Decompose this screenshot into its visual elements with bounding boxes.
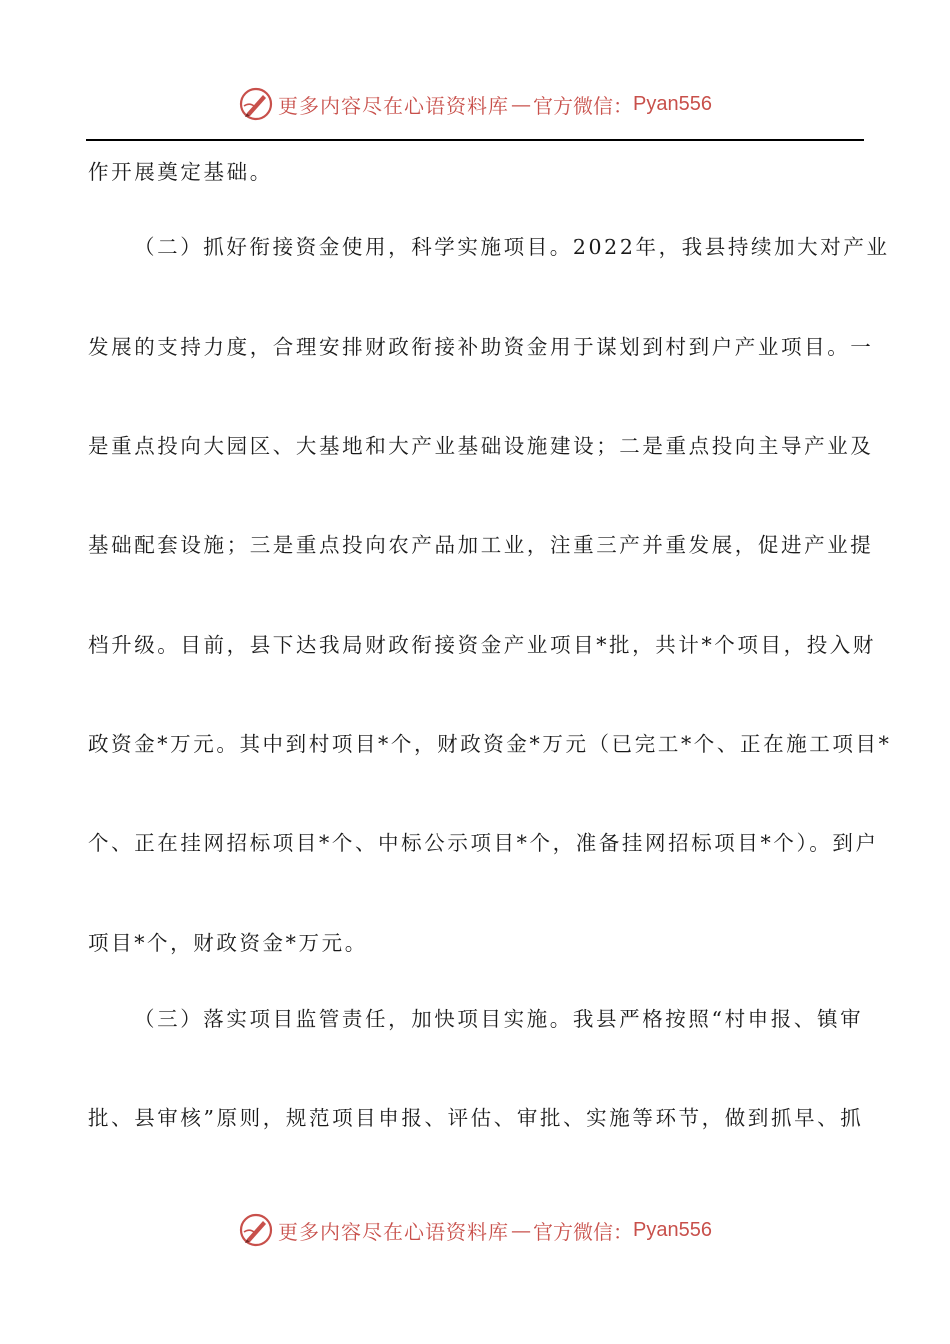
text-line-1: 作开展奠定基础。	[88, 160, 273, 184]
text-line-4: 是重点投向大园区、大基地和大产业基础设施建设；二是重点投向主导产业及	[88, 434, 874, 458]
wechat-label: 官方微信：	[533, 1219, 634, 1244]
footer-watermark	[0, 1210, 950, 1250]
text-line-7: 政资金*万元。其中到村项目*个，财政资金*万元（已完工*个、正在施工项目*	[88, 732, 892, 756]
wechat-label: 官方微信：	[533, 93, 634, 118]
header-watermark	[0, 84, 950, 124]
wechat-id: Pyan556	[633, 92, 712, 115]
watermark-text: 更多内容尽在心语资料库	[278, 1219, 510, 1244]
text-line-2: （二）抓好衔接资金使用，科学实施项目。2022年，我县持续加大对产业	[134, 235, 890, 259]
text-line-3: 发展的支持力度，合理安排财政衔接补助资金用于谋划到村到户产业项目。一	[88, 335, 874, 359]
text-line-10: （三）落实项目监管责任，加快项目实施。我县严格按照“村申报、镇审	[134, 1007, 864, 1031]
watermark-text: 更多内容尽在心语资料库	[278, 93, 510, 118]
header-divider	[86, 139, 864, 141]
pen-logo-icon	[238, 86, 274, 122]
text-line-9: 项目*个，财政资金*万元。	[88, 931, 368, 955]
pen-logo-icon	[238, 1212, 274, 1248]
text-line-6: 档升级。目前，县下达我局财政衔接资金产业项目*批，共计*个项目，投入财	[88, 633, 876, 657]
watermark-separator: —	[511, 92, 532, 116]
text-line-11: 批、县审核”原则，规范项目申报、评估、审批、实施等环节，做到抓早、抓	[88, 1106, 864, 1130]
wechat-id: Pyan556	[633, 1218, 712, 1241]
text-line-5: 基础配套设施；三是重点投向农产品加工业，注重三产并重发展，促进产业提	[88, 533, 874, 557]
text-line-8: 个、正在挂网招标项目*个、中标公示项目*个，准备挂网招标项目*个）。到户	[88, 831, 879, 855]
watermark-separator: —	[511, 1218, 532, 1242]
